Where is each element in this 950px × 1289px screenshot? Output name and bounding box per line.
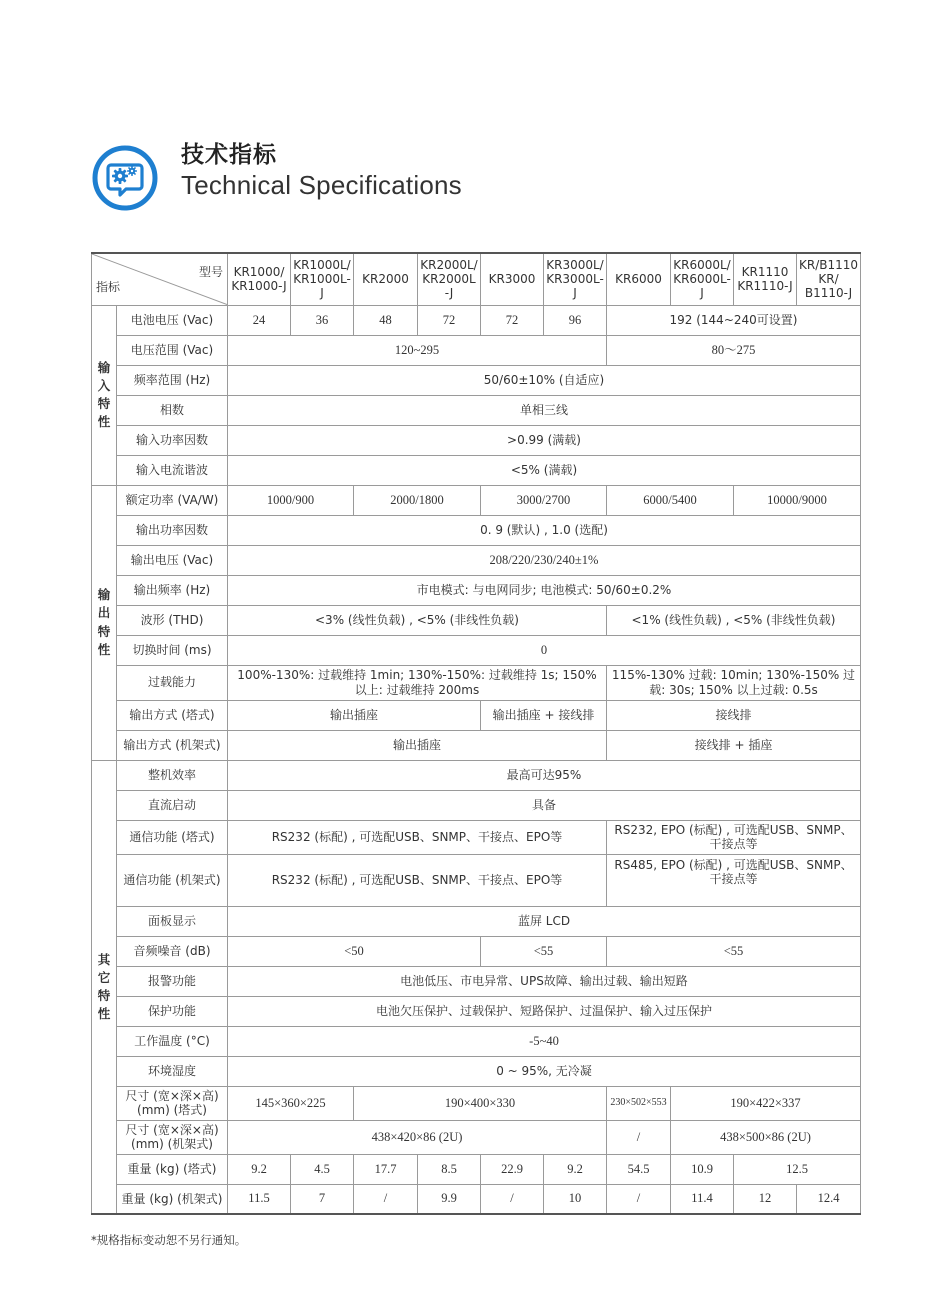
- group-label-other: 其它特性: [92, 760, 117, 1214]
- model-header: KR6000: [607, 253, 671, 305]
- model-header: KR2000L/ KR2000L -J: [418, 253, 481, 305]
- table-row: [92, 1154, 861, 1184]
- table-cell: /: [607, 1184, 671, 1214]
- table-cell: 96: [544, 305, 607, 335]
- table-row: [92, 996, 861, 1026]
- table-row: [92, 906, 861, 936]
- table-cell: 80～275: [607, 335, 861, 365]
- table-cell: 9.2: [544, 1154, 607, 1184]
- table-cell: 24: [228, 305, 291, 335]
- table-cell: 22.9: [481, 1154, 544, 1184]
- table-cell: 12.5: [734, 1154, 861, 1184]
- table-cell: 100%-130%: 过载维持 1min; 130%-150%: 过载维持 1s; 150% 以上: 过载维持 200ms: [228, 665, 607, 700]
- table-cell: RS232 (标配) , 可选配USB、SNMP、干接点、EPO等: [228, 820, 607, 854]
- table-cell: 3000/2700: [481, 485, 607, 515]
- row-label: 整机效率: [117, 760, 228, 790]
- table-cell: 11.4: [671, 1184, 734, 1214]
- table-cell: 48: [354, 305, 418, 335]
- page-title-cn: 技术指标: [181, 142, 277, 168]
- row-label: 工作温度 (°C): [117, 1026, 228, 1056]
- table-row: [92, 635, 861, 665]
- row-label: 频率范围 (Hz): [117, 365, 228, 395]
- table-row: [92, 515, 861, 545]
- table-cell: 市电模式: 与电网同步; 电池模式: 50/60±0.2%: [228, 575, 861, 605]
- table-cell: 0 ~ 95%, 无冷凝: [228, 1056, 861, 1086]
- table-cell: <55: [481, 936, 607, 966]
- table-row: [92, 1026, 861, 1056]
- table-cell: 54.5: [607, 1154, 671, 1184]
- table-cell: RS232 (标配) , 可选配USB、SNMP、干接点、EPO等: [228, 854, 607, 906]
- gear-chat-icon: [92, 136, 158, 220]
- table-cell: 具备: [228, 790, 861, 820]
- table-cell: 0. 9 (默认) , 1.0 (选配): [228, 515, 861, 545]
- table-cell: 120~295: [228, 335, 607, 365]
- spec-table: [91, 252, 861, 1215]
- table-cell: 115%-130% 过载: 10min; 130%-150% 过载: 30s; 150% 以上过载: 0.5s: [607, 665, 861, 700]
- table-row: [92, 575, 861, 605]
- table-cell: 192 (144~240可设置): [607, 305, 861, 335]
- table-cell: 438×420×86 (2U): [228, 1120, 607, 1154]
- table-cell: 输出插座: [228, 730, 607, 760]
- row-label: 保护功能: [117, 996, 228, 1026]
- table-row: [92, 1120, 861, 1154]
- table-row: [92, 820, 861, 854]
- table-cell: 36: [291, 305, 354, 335]
- corner-cell: [92, 253, 228, 305]
- row-label: 输出电压 (Vac): [117, 545, 228, 575]
- model-header-row: [92, 253, 861, 305]
- corner-model-label: 型号: [198, 265, 223, 279]
- table-cell: /: [481, 1184, 544, 1214]
- table-cell: <3% (线性负载) , <5% (非线性负载): [228, 605, 607, 635]
- table-cell: 12: [734, 1184, 797, 1214]
- row-label: 电压范围 (Vac): [117, 335, 228, 365]
- model-header: KR3000L/ KR3000L-J: [544, 253, 607, 305]
- table-cell: 蓝屏 LCD: [228, 906, 861, 936]
- table-cell: 9.2: [228, 1154, 291, 1184]
- row-label: 切换时间 (ms): [117, 635, 228, 665]
- table-cell: 6000/5400: [607, 485, 734, 515]
- model-header: KR/B1110 KR/ B1110-J: [797, 253, 861, 305]
- table-cell: 0: [228, 635, 861, 665]
- row-label: 环境湿度: [117, 1056, 228, 1086]
- row-label: 波形 (THD): [117, 605, 228, 635]
- table-cell: 438×500×86 (2U): [671, 1120, 861, 1154]
- table-row: [92, 854, 861, 906]
- row-label: 电池电压 (Vac): [117, 305, 228, 335]
- row-label: 尺寸 (宽×深×高) (mm) (机架式): [117, 1120, 228, 1154]
- table-cell: 208/220/230/240±1%: [228, 545, 861, 575]
- table-cell: 电池低压、市电异常、UPS故障、输出过载、输出短路: [228, 966, 861, 996]
- table-cell: 最高可达95%: [228, 760, 861, 790]
- table-cell: 输出插座: [228, 700, 481, 730]
- row-label: 音频噪音 (dB): [117, 936, 228, 966]
- table-cell: 4.5: [291, 1154, 354, 1184]
- table-cell: 9.9: [418, 1184, 481, 1214]
- table-cell: RS485, EPO (标配) , 可选配USB、SNMP、干接点等: [607, 854, 861, 906]
- row-label: 报警功能: [117, 966, 228, 996]
- table-row: [92, 1056, 861, 1086]
- row-label: 通信功能 (塔式): [117, 820, 228, 854]
- table-cell: <50: [228, 936, 481, 966]
- table-row: [92, 760, 861, 790]
- row-label: 额定功率 (VA/W): [117, 485, 228, 515]
- table-cell: 接线排: [607, 700, 861, 730]
- model-header: KR2000: [354, 253, 418, 305]
- table-cell: 230×502×553: [607, 1086, 671, 1120]
- table-cell: 2000/1800: [354, 485, 481, 515]
- table-cell: 接线排 + 插座: [607, 730, 861, 760]
- row-label: 重量 (kg) (塔式): [117, 1154, 228, 1184]
- row-label: 输入功率因数: [117, 425, 228, 455]
- table-row: [92, 790, 861, 820]
- table-cell: 72: [418, 305, 481, 335]
- table-cell: <55: [607, 936, 861, 966]
- model-header: KR1000L/ KR1000L-J: [291, 253, 354, 305]
- table-cell: 电池欠压保护、过载保护、短路保护、过温保护、输入过压保护: [228, 996, 861, 1026]
- table-cell: 12.4: [797, 1184, 861, 1214]
- row-label: 输出方式 (机架式): [117, 730, 228, 760]
- row-label: 面板显示: [117, 906, 228, 936]
- table-row: [92, 700, 861, 730]
- table-cell: 72: [481, 305, 544, 335]
- group-label-input: 输入特性: [92, 305, 117, 485]
- table-row: [92, 365, 861, 395]
- row-label: 重量 (kg) (机架式): [117, 1184, 228, 1214]
- table-row: [92, 455, 861, 485]
- table-row: [92, 425, 861, 455]
- footnote: *规格指标变动恕不另行通知。: [91, 1233, 247, 1247]
- table-cell: 8.5: [418, 1154, 481, 1184]
- row-label: 尺寸 (宽×深×高) (mm) (塔式): [117, 1086, 228, 1120]
- table-cell: >0.99 (满载): [228, 425, 861, 455]
- table-row: [92, 395, 861, 425]
- table-row: [92, 730, 861, 760]
- table-cell: 50/60±10% (自适应): [228, 365, 861, 395]
- model-header: KR1110 KR1110-J: [734, 253, 797, 305]
- table-cell: RS232, EPO (标配) , 可选配USB、SNMP、干接点等: [607, 820, 861, 854]
- corner-spec-label: 指标: [96, 280, 121, 295]
- table-row: [92, 305, 861, 335]
- table-cell: 10000/9000: [734, 485, 861, 515]
- table-cell: /: [607, 1120, 671, 1154]
- table-row: [92, 1184, 861, 1214]
- table-cell: 7: [291, 1184, 354, 1214]
- row-label: 输出方式 (塔式): [117, 700, 228, 730]
- table-cell: 190×422×337: [671, 1086, 861, 1120]
- table-row: [92, 966, 861, 996]
- row-label: 输出功率因数: [117, 515, 228, 545]
- page-title-en: Technical Specifications: [181, 170, 462, 200]
- table-cell: 1000/900: [228, 485, 354, 515]
- table-cell: 单相三线: [228, 395, 861, 425]
- table-row: [92, 485, 861, 515]
- table-cell: <5% (满载): [228, 455, 861, 485]
- table-cell: 输出插座 + 接线排: [481, 700, 607, 730]
- table-row: [92, 1086, 861, 1120]
- table-cell: -5~40: [228, 1026, 861, 1056]
- model-header: KR1000/ KR1000-J: [228, 253, 291, 305]
- row-label: 输入电流谐波: [117, 455, 228, 485]
- table-row: [92, 936, 861, 966]
- table-row: [92, 665, 861, 700]
- table-cell: 11.5: [228, 1184, 291, 1214]
- table-row: [92, 335, 861, 365]
- row-label: 相数: [117, 395, 228, 425]
- table-row: [92, 605, 861, 635]
- model-header: KR6000L/ KR6000L-J: [671, 253, 734, 305]
- table-cell: <1% (线性负载) , <5% (非线性负载): [607, 605, 861, 635]
- model-header: KR3000: [481, 253, 544, 305]
- row-label: 通信功能 (机架式): [117, 854, 228, 906]
- table-cell: /: [354, 1184, 418, 1214]
- row-label: 直流启动: [117, 790, 228, 820]
- table-row: [92, 545, 861, 575]
- table-cell: 190×400×330: [354, 1086, 607, 1120]
- row-label: 过载能力: [117, 665, 228, 700]
- group-label-output: 输出特性: [92, 485, 117, 760]
- table-cell: 145×360×225: [228, 1086, 354, 1120]
- row-label: 输出频率 (Hz): [117, 575, 228, 605]
- table-cell: 17.7: [354, 1154, 418, 1184]
- table-cell: 10: [544, 1184, 607, 1214]
- table-cell: 10.9: [671, 1154, 734, 1184]
